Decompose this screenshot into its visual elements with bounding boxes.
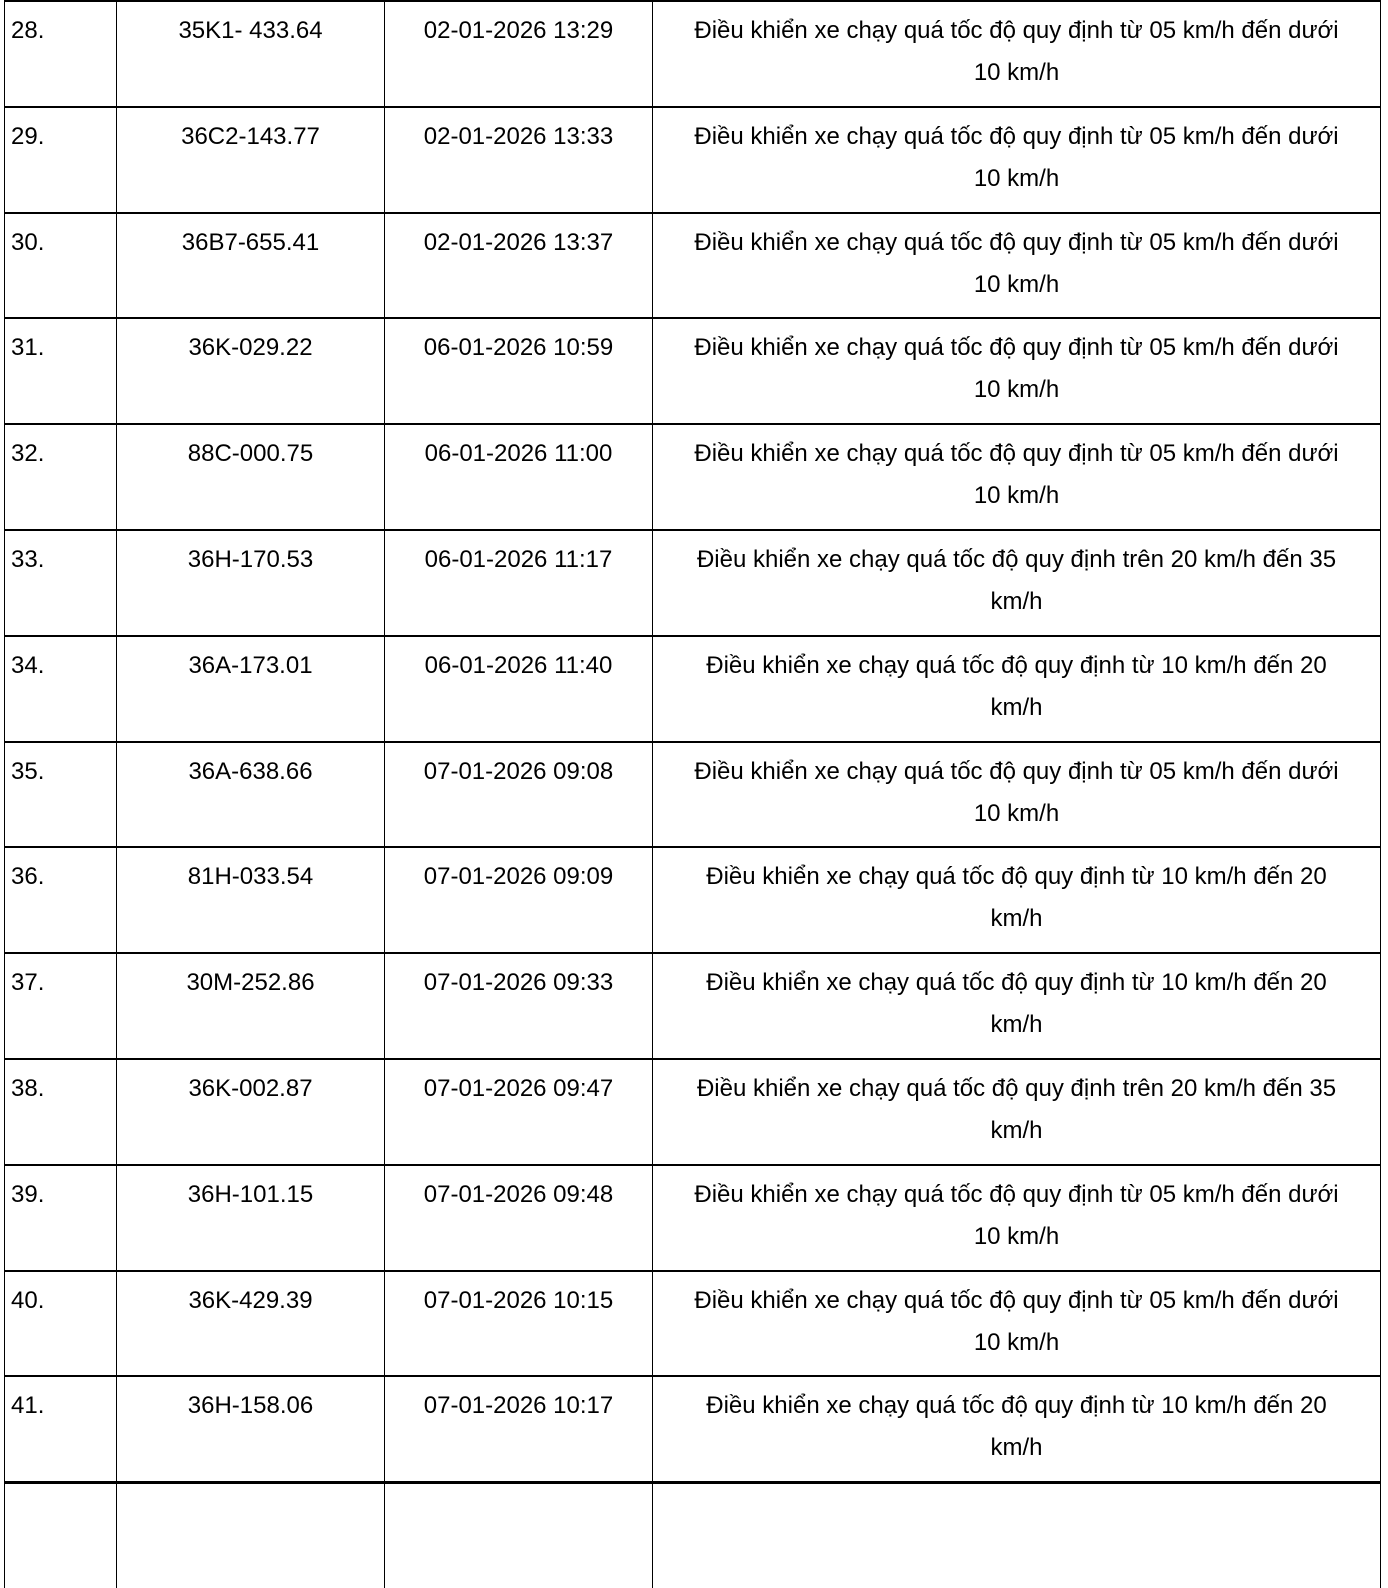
violation-cell [653, 636, 1381, 742]
violation-cell [653, 847, 1381, 953]
datetime-cell: 07-01-2026 09:47 [385, 1059, 653, 1165]
table-row [5, 847, 1381, 953]
row-number-cell: 37. [5, 953, 117, 1059]
plate-cell: 36H-170.53 [117, 530, 385, 636]
violation-cell [653, 1059, 1381, 1165]
datetime-cell: 07-01-2026 09:48 [385, 1165, 653, 1271]
plate-cell: 36K-429.39 [117, 1271, 385, 1377]
plate-cell: 30M-252.86 [117, 953, 385, 1059]
datetime-cell: 07-01-2026 09:08 [385, 742, 653, 848]
violation-text: Điều khiển xe chạy quá tốc độ quy định từ 05 km/h đến dưới 10 km/h [694, 1180, 1339, 1250]
violation-text: Điều khiển xe chạy quá tốc độ quy định trên 20 km/h đến 35 km/h [696, 545, 1337, 615]
datetime-cell: 06-01-2026 11:40 [385, 636, 653, 742]
table-row [5, 424, 1381, 530]
datetime-cell: 06-01-2026 11:00 [385, 424, 653, 530]
violations-table [4, 0, 1381, 1588]
table-row [5, 318, 1381, 424]
plate-cell [117, 1482, 385, 1588]
table-row [5, 953, 1381, 1059]
datetime-cell: 02-01-2026 13:37 [385, 213, 653, 319]
plate-cell: 36K-002.87 [117, 1059, 385, 1165]
violation-cell [653, 107, 1381, 213]
datetime-cell: 07-01-2026 09:33 [385, 953, 653, 1059]
row-number-cell: 33. [5, 530, 117, 636]
plate-cell: 36B7-655.41 [117, 213, 385, 319]
violation-text: Điều khiển xe chạy quá tốc độ quy định từ 05 km/h đến dưới 10 km/h [694, 334, 1339, 404]
plate-cell: 81H-033.54 [117, 847, 385, 953]
datetime-cell [385, 1482, 653, 1588]
plate-cell: 36K-029.22 [117, 318, 385, 424]
table-row [5, 1376, 1381, 1482]
violation-text: Điều khiển xe chạy quá tốc độ quy định từ 05 km/h đến dưới 10 km/h [694, 757, 1339, 827]
violation-text: Điều khiển xe chạy quá tốc độ quy định trên 20 km/h đến 35 km/h [696, 1074, 1337, 1144]
row-number-cell: 41. [5, 1376, 117, 1482]
row-number-cell: 35. [5, 742, 117, 848]
violation-text: Điều khiển xe chạy quá tốc độ quy định từ 05 km/h đến dưới 10 km/h [694, 17, 1339, 86]
table-row [5, 1059, 1381, 1165]
datetime-cell: 06-01-2026 11:17 [385, 530, 653, 636]
violation-text: Điều khiển xe chạy quá tốc độ quy định từ 10 km/h đến 20 km/h [706, 863, 1327, 933]
plate-cell: 88C-000.75 [117, 424, 385, 530]
datetime-cell: 02-01-2026 13:29 [385, 1, 653, 107]
datetime-cell: 06-01-2026 10:59 [385, 318, 653, 424]
plate-cell: 36A-173.01 [117, 636, 385, 742]
plate-cell: 36H-101.15 [117, 1165, 385, 1271]
row-number-cell: 36. [5, 847, 117, 953]
table-row [5, 636, 1381, 742]
row-number-cell: 38. [5, 1059, 117, 1165]
table-row [5, 530, 1381, 636]
violation-cell [653, 424, 1381, 530]
datetime-cell: 07-01-2026 10:17 [385, 1376, 653, 1482]
violation-cell [653, 1376, 1381, 1482]
violation-cell [653, 530, 1381, 636]
table-row [5, 1, 1381, 107]
row-number-cell: 39. [5, 1165, 117, 1271]
datetime-cell: 07-01-2026 10:15 [385, 1271, 653, 1377]
datetime-cell: 02-01-2026 13:33 [385, 107, 653, 213]
violation-text: Điều khiển xe chạy quá tốc độ quy định từ 10 km/h đến 20 km/h [706, 1392, 1327, 1462]
row-number-cell: 32. [5, 424, 117, 530]
violation-text: Điều khiển xe chạy quá tốc độ quy định từ 05 km/h đến dưới 10 km/h [694, 122, 1339, 192]
table-row [5, 107, 1381, 213]
violation-text: Điều khiển xe chạy quá tốc độ quy định từ 10 km/h đến 20 km/h [706, 969, 1327, 1039]
violation-cell [653, 1482, 1381, 1588]
row-number-cell: 28. [5, 1, 117, 107]
plate-cell: 36H-158.06 [117, 1376, 385, 1482]
table-row-partial [5, 1482, 1381, 1588]
violation-cell [653, 213, 1381, 319]
table-row [5, 213, 1381, 319]
violation-text: Điều khiển xe chạy quá tốc độ quy định từ 10 km/h đến 20 km/h [706, 651, 1327, 721]
violation-text: Điều khiển xe chạy quá tốc độ quy định từ 05 km/h đến dưới 10 km/h [694, 440, 1339, 510]
row-number-cell [5, 1482, 117, 1588]
plate-cell: 35K1- 433.64 [117, 1, 385, 107]
violation-cell [653, 953, 1381, 1059]
violation-text: Điều khiển xe chạy quá tốc độ quy định từ 05 km/h đến dưới 10 km/h [694, 228, 1339, 298]
table-row [5, 742, 1381, 848]
plate-cell: 36A-638.66 [117, 742, 385, 848]
row-number-cell: 29. [5, 107, 117, 213]
row-number-cell: 30. [5, 213, 117, 319]
violation-cell [653, 742, 1381, 848]
violation-cell [653, 1165, 1381, 1271]
datetime-cell: 07-01-2026 09:09 [385, 847, 653, 953]
violation-text: Điều khiển xe chạy quá tốc độ quy định từ 05 km/h đến dưới 10 km/h [694, 1286, 1339, 1356]
plate-cell: 36C2-143.77 [117, 107, 385, 213]
row-number-cell: 31. [5, 318, 117, 424]
table-row [5, 1165, 1381, 1271]
row-number-cell: 40. [5, 1271, 117, 1377]
violation-cell [653, 318, 1381, 424]
violation-cell [653, 1, 1381, 107]
violation-cell [653, 1271, 1381, 1377]
row-number-cell: 34. [5, 636, 117, 742]
table-row [5, 1271, 1381, 1377]
